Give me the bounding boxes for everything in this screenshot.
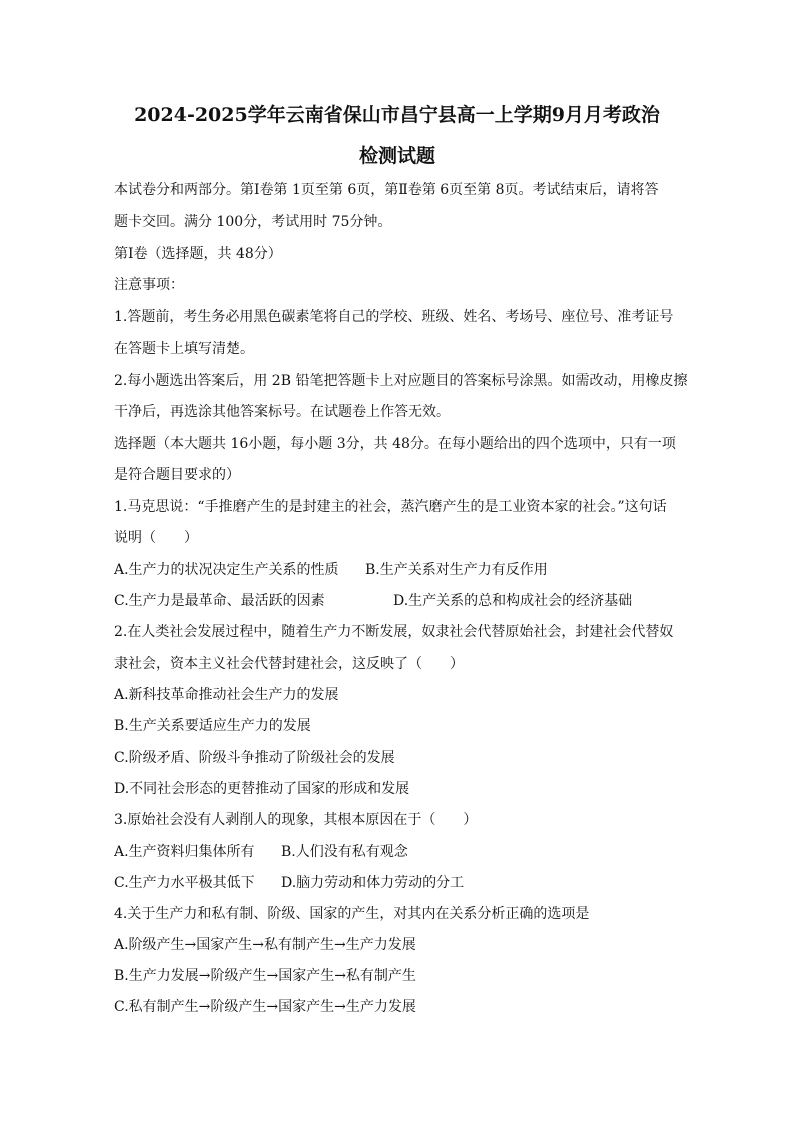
- note-1-line-1: 1.答题前，考生务必用黑色碳素笔将自己的学校、班级、姓名、考场号、座位号、准考证号: [114, 309, 674, 325]
- intro-line-2: 题卡交回。满分 100分，考试用时 75分钟。: [114, 214, 392, 230]
- question-1-option-d: D.生产关系的总和构成社会的经济基础: [393, 593, 633, 609]
- question-1-stem-line-2: 说明（ ）: [114, 530, 198, 546]
- question-3-option-c: C.生产力水平极其低下: [114, 875, 255, 891]
- question-3-option-b: B.人们没有私有观念: [281, 844, 408, 860]
- question-3-option-d: D.脑力劳动和体力劳动的分工: [281, 875, 465, 891]
- question-2-option-a: A.新科技革命推动社会生产力的发展: [114, 687, 339, 703]
- intro-line-1: 本试卷分和两部分。第Ⅰ卷第 1页至第 6页，第Ⅱ卷第 6页至第 8页。考试结束后，请将答: [114, 182, 659, 198]
- question-4-option-c: C.私有制产生→阶级产生→国家产生→生产力发展: [114, 999, 416, 1015]
- mc-intro-line-1: 选择题（本大题共 16小题，每小题 3分，共 48分。在每小题给出的四个选项中，只有一项: [114, 436, 676, 452]
- question-1-stem-line-1: 1.马克思说：“手推磨产生的是封建主的社会，蒸汽磨产生的是工业资本家的社会。”这句话: [114, 499, 667, 515]
- question-3-stem: 3.原始社会没有人剥削人的现象，其根本原因在于（ ）: [114, 812, 478, 828]
- question-4-stem: 4.关于生产力和私有制、阶级、国家的产生，对其内在关系分析正确的选项是: [114, 906, 590, 922]
- exam-title-line-2: 检测试题: [358, 145, 435, 167]
- question-1-option-c: C.生产力是最革命、最活跃的因素: [114, 593, 325, 609]
- question-1-option-a: A.生产力的状况决定生产关系的性质: [114, 562, 339, 578]
- question-2-option-c: C.阶级矛盾、阶级斗争推动了阶级社会的发展: [114, 750, 395, 766]
- note-2-line-2: 干净后，再选涂其他答案标号。在试题卷上作答无效。: [114, 404, 450, 420]
- question-4-option-b: B.生产力发展→阶级产生→国家产生→私有制产生: [114, 968, 416, 984]
- question-1-option-b: B.生产关系对生产力有反作用: [365, 562, 548, 578]
- question-2-stem-line-1: 2.在人类社会发展过程中，随着生产力不断发展，奴隶社会代替原始社会，封建社会代替奴: [114, 624, 674, 640]
- exam-title-line-1: 2024-2025学年云南省保山市昌宁县高一上学期9月月考政治: [134, 104, 660, 126]
- section1-heading: 第Ⅰ卷（选择题，共 48分）: [114, 246, 282, 262]
- note-1-line-2: 在答题卡上填写清楚。: [114, 341, 254, 357]
- question-3-option-a: A.生产资料归集体所有: [114, 844, 255, 860]
- question-2-stem-line-2: 隶社会，资本主义社会代替封建社会，这反映了（ ）: [114, 656, 464, 672]
- question-2-option-d: D.不同社会形态的更替推动了国家的形成和发展: [114, 781, 410, 797]
- question-2-option-b: B.生产关系要适应生产力的发展: [114, 718, 311, 734]
- mc-intro-line-2: 是符合题目要求的）: [114, 467, 240, 483]
- question-4-option-a: A.阶级产生→国家产生→私有制产生→生产力发展: [114, 937, 416, 953]
- notes-heading: 注意事项：: [114, 277, 184, 293]
- note-2-line-1: 2.每小题选出答案后，用 2B 铅笔把答题卡上对应题目的答案标号涂黑。如需改动，用橡皮擦: [114, 373, 688, 389]
